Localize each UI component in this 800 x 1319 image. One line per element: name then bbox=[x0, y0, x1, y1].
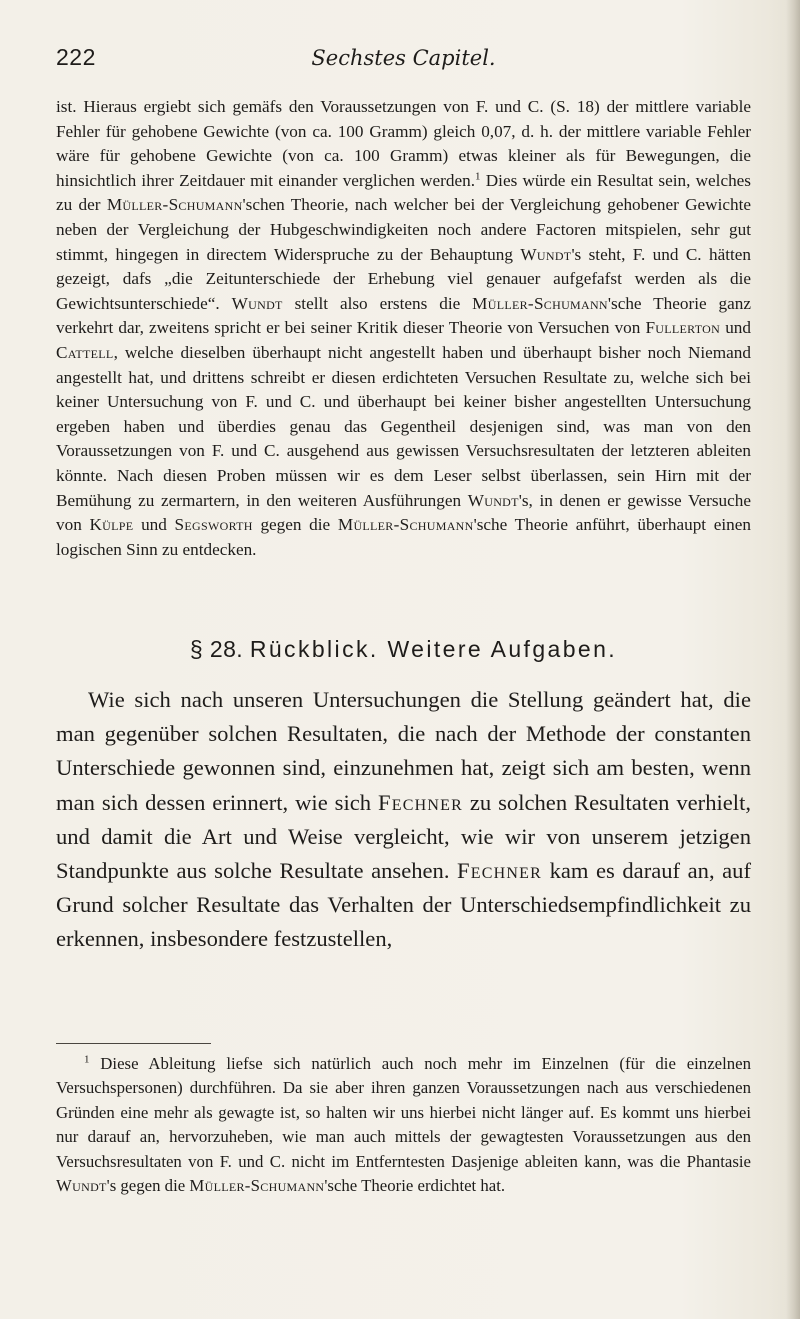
text-run: 's gegen die bbox=[106, 1176, 190, 1196]
section-title: Rückblick. Weitere Aufgaben. bbox=[249, 636, 618, 662]
author-name: Wundt bbox=[520, 244, 572, 264]
section-paragraph bbox=[56, 683, 751, 957]
paragraph-continuation bbox=[56, 95, 751, 562]
author-name: Cattell bbox=[56, 342, 114, 362]
text-run: 's, in denen er gewisse Versuche von bbox=[56, 490, 751, 535]
text-run: zu solchen Resultaten verhielt, und damit die Art und Weise vergleicht, wie wir von unserem jetzigen Standpunkte aus solche Resultate ansehen. bbox=[56, 789, 752, 884]
text-run: kam es darauf an, auf Grund solcher Resultate das Verhalten der Unterschiedsempfindlichkeit zu erkennen, insbesondere festzustellen, bbox=[56, 858, 752, 952]
author-name: Müller-Schumann bbox=[337, 515, 474, 535]
text-run: ist. Hieraus ergiebt sich gemäfs den Voraussetzungen von F. und C. (S. 18) der mittlere variable Fehler für gehobene Gewichte (von ca. 100 Gramm) gleich 0,07, d. h. der mittlere variable Fehler wäre für gehobene Gewichte (von ca. 100 Gramm) etwas kleiner als für Bewegungen, die hinsichtlich ihrer Zeitdauer mit einander verglichen werden. bbox=[56, 97, 751, 190]
author-name: Fechner bbox=[377, 789, 463, 815]
text-run: 'schen Theorie, nach welcher bei der Vergleichung gehobener Gewichte neben der Vergleichung der Hubgeschwindigkeiten noch andere Factoren mitspielen, sehr gut stimmt, hingegen in directem Widerspruche zu der Behauptung bbox=[56, 195, 751, 264]
body-text bbox=[56, 95, 751, 562]
author-name: Wundt bbox=[467, 490, 519, 510]
text-run: Wie sich nach unseren Untersuchungen die Stellung geändert hat, die man gegenüber solchen Resultaten, die nach der Methode der constanten Unterschiede gewonnen sind, einzunehmen hat, zeigt sich am besten, wenn man sich dessen erinnert, wie sich bbox=[56, 687, 751, 815]
footnote bbox=[56, 1052, 751, 1198]
text-run: gegen die bbox=[252, 515, 338, 535]
text-run: und bbox=[720, 318, 751, 338]
section-heading bbox=[56, 636, 751, 663]
author-name: Müller-Schumann bbox=[472, 293, 608, 313]
text-run: 'sche Theorie anführt, überhaupt einen logischen Sinn zu entdecken. bbox=[56, 515, 751, 559]
text-run: Diese Ableitung liefse sich natürlich auch noch mehr im Einzelnen (für die einzelnen Versuchspersonen) durchführen. Da sie aber ihren ganzen Voraussetzungen nach aus verschiedenen Gründen eine mehr als gewagte ist, so halten wir uns hierbei nicht länger auf. Es kommt uns hierbei nur darauf an, hervorzuheben, wie man auch mittels der gewagtesten Voraussetzungen aus den Versuchsresultaten von F. und C. nicht im Entferntesten Dasjenige ableiten kann, was die Phantasie bbox=[56, 1054, 751, 1171]
section-body bbox=[56, 683, 751, 957]
text-run: Dies würde ein Resultat sein, welches zu der bbox=[56, 170, 751, 215]
author-name: Külpe bbox=[89, 515, 134, 535]
text-run: 'sche Theorie erdichtet hat. bbox=[324, 1176, 506, 1196]
footnote-marker: 1 bbox=[84, 1053, 90, 1066]
text-run: 'sche Theorie ganz verkehrt dar, zweitens spricht er bei seiner Kritik dieser Theorie von Versuchen von bbox=[56, 293, 751, 338]
author-name: Fechner bbox=[457, 858, 543, 884]
footnote-reference: 1 bbox=[475, 170, 481, 183]
author-name: Wundt bbox=[56, 1176, 107, 1196]
section-number: § 28. bbox=[189, 636, 244, 662]
footnote-divider bbox=[56, 1043, 211, 1044]
author-name: Müller-Schumann bbox=[189, 1176, 325, 1196]
author-name: Fullerton bbox=[645, 318, 721, 338]
page-edge-shadow bbox=[786, 0, 800, 1319]
text-run: stellt also erstens die bbox=[282, 293, 473, 313]
text-run: , welche dieselben überhaupt nicht angestellt haben und überhaupt bisher noch Niemand angestellt hat, und drittens schreibt er diesen erdichteten Versuchen Resultate zu, welche sich bei keiner Untersuchung von F. und C. und überhaupt bei keiner bisher angestellten Untersuchung ergeben haben und überdies genau das Gegentheil desjenigen sind, was man von den Voraussetzungen von F. und C. ausgehend aus gewissen Versuchsresultaten der letzteren ableiten könnte. Nach diesen Proben müssen wir es dem Leser selbst überlassen, sein Hirn mit der Bemühung zu zermartern, in den weiteren Ausführungen bbox=[56, 342, 751, 510]
running-head: Sechstes Capitel. bbox=[311, 46, 496, 70]
author-name: Wundt bbox=[231, 293, 283, 313]
footnote-paragraph bbox=[56, 1052, 751, 1198]
page-number: 222 bbox=[56, 44, 96, 70]
text-run: und bbox=[133, 515, 175, 535]
author-name: Müller-Schumann bbox=[106, 195, 243, 215]
text-run: 's steht, F. und C. hätten gezeigt, dafs „die Zeitunterschiede der Erhebung viel genauer aufgefafst werden als die Gewichtsunterschiede“. bbox=[56, 244, 751, 313]
page-header bbox=[56, 44, 751, 84]
author-name: Segsworth bbox=[174, 515, 253, 535]
